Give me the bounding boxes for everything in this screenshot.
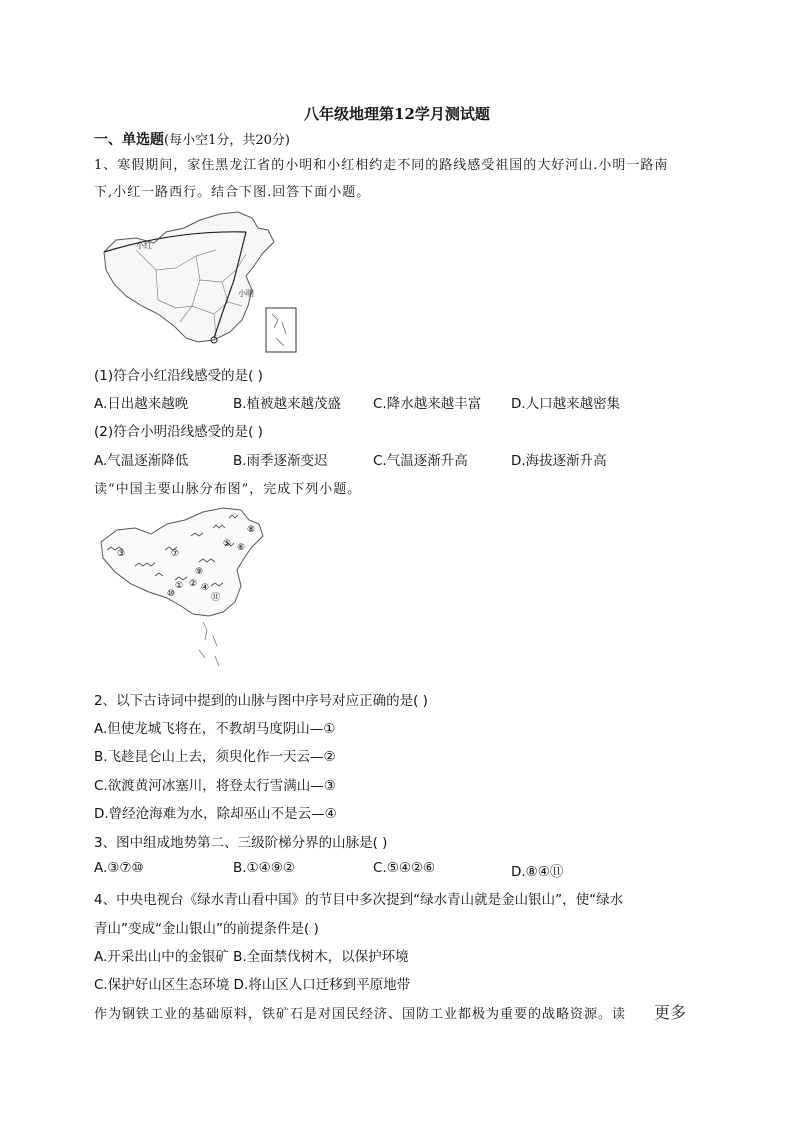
exam-title: 八年级地理第12学月测试题 [304,105,490,123]
label-4: ④ [201,583,210,593]
section-heading [94,129,290,149]
q2-option-b[interactable]: B.飞趁昆仑山上去，须臾化作一天云—② [94,749,336,765]
label-1: ① [175,581,184,591]
label-11: ⑪ [211,593,221,603]
label-2: ② [189,579,198,589]
intro-mountain-map: 读“中国主要山脉分布图”，完成下列小题。 [94,482,362,497]
q1-sub1-option-d[interactable]: D.人口越来越密集 [511,396,621,412]
q1-sub2-option-d[interactable]: D.海拔逐渐升高 [511,453,607,469]
label-10: ⑩ [167,589,176,599]
q1-sub1-option-a[interactable]: A.日出越来越晚 [94,396,189,412]
china-outline-2 [101,508,263,616]
q1-stem-line2: 下,小红一路西行。结合下图.回答下面小题。 [94,185,371,200]
islands-south [199,622,219,666]
section-label: 一、单选题 [94,132,164,148]
q3-stem: 3、图中组成地势第二、三级阶梯分界的山脉是( ) [94,835,388,851]
label-7: ⑦ [171,549,180,559]
label-8: ⑧ [247,525,256,535]
label-5: ⑤ [223,539,232,549]
section-note: (每小空1分，共20分) [164,133,290,148]
china-mountain-map [95,506,267,672]
label-xiaoming: 小明 [238,289,254,298]
q1-sub2: (2)符合小明沿线感受的是( ) [94,424,263,440]
watermark-more: 更多 [654,1003,687,1022]
q2-option-a[interactable]: A.但使龙城飞将在，不教胡马度阴山—① [94,721,336,737]
q3-option-d[interactable]: D.⑧④⑪ [511,864,564,880]
q1-sub1-option-c[interactable]: C.降水越来越丰富 [373,396,482,412]
china-outline [104,212,274,342]
q4-stem-line2: 青山”变成“金山银山”的前提条件是( ) [94,921,319,937]
q1-stem-line1: 1、寒假期间，家住黑龙江省的小明和小红相约走不同的路线感受祖国的大好河山.小明一路南 [94,158,669,173]
label-3: ③ [117,549,126,559]
q2-stem: 2、以下古诗词中提到的山脉与图中序号对应正确的是( ) [94,693,428,709]
q4-stem-line1: 4、中央电视台《绿水青山看中国》的节目中多次提到“绿水青山就是金山银山”，使“绿水 [94,892,624,908]
q1-sub1-option-b[interactable]: B.植被越来越茂盛 [233,396,342,412]
china-route-map [96,210,311,355]
label-6: ⑥ [237,543,246,553]
q1-sub1: (1)符合小红沿线感受的是( ) [94,368,263,384]
label-9: ⑨ [195,567,204,577]
q2-option-c[interactable]: C.欲渡黄河冰塞川，将登太行雪满山—③ [94,778,336,794]
south-sea-inset [266,308,296,352]
q4-options-line1[interactable]: A.开采出山中的金银矿 B.全面禁伐树木，以保护环境 [94,949,409,965]
q3-option-c[interactable]: C.⑤④②⑥ [373,860,436,876]
q2-option-d[interactable]: D.曾经沧海难为水，除却巫山不是云—④ [94,806,337,822]
q1-sub2-option-c[interactable]: C.气温逐渐升高 [373,453,468,469]
q1-sub2-option-a[interactable]: A.气温逐渐降低 [94,453,189,469]
q3-option-b[interactable]: B.①④⑨② [233,860,295,876]
q3-option-a[interactable]: A.③⑦⑩ [94,860,144,876]
q4-options-line2[interactable]: C.保护好山区生态环境 D.将山区人口迁移到平原地带 [94,977,411,993]
intro-iron-ore: 作为钢铁工业的基础原料，铁矿石是对国民经济、国防工业都极为重要的战略资源。读 [94,1007,627,1022]
label-xiaohong: 小红 [136,241,152,250]
q1-sub2-option-b[interactable]: B.雨季逐渐变迟 [233,453,328,469]
